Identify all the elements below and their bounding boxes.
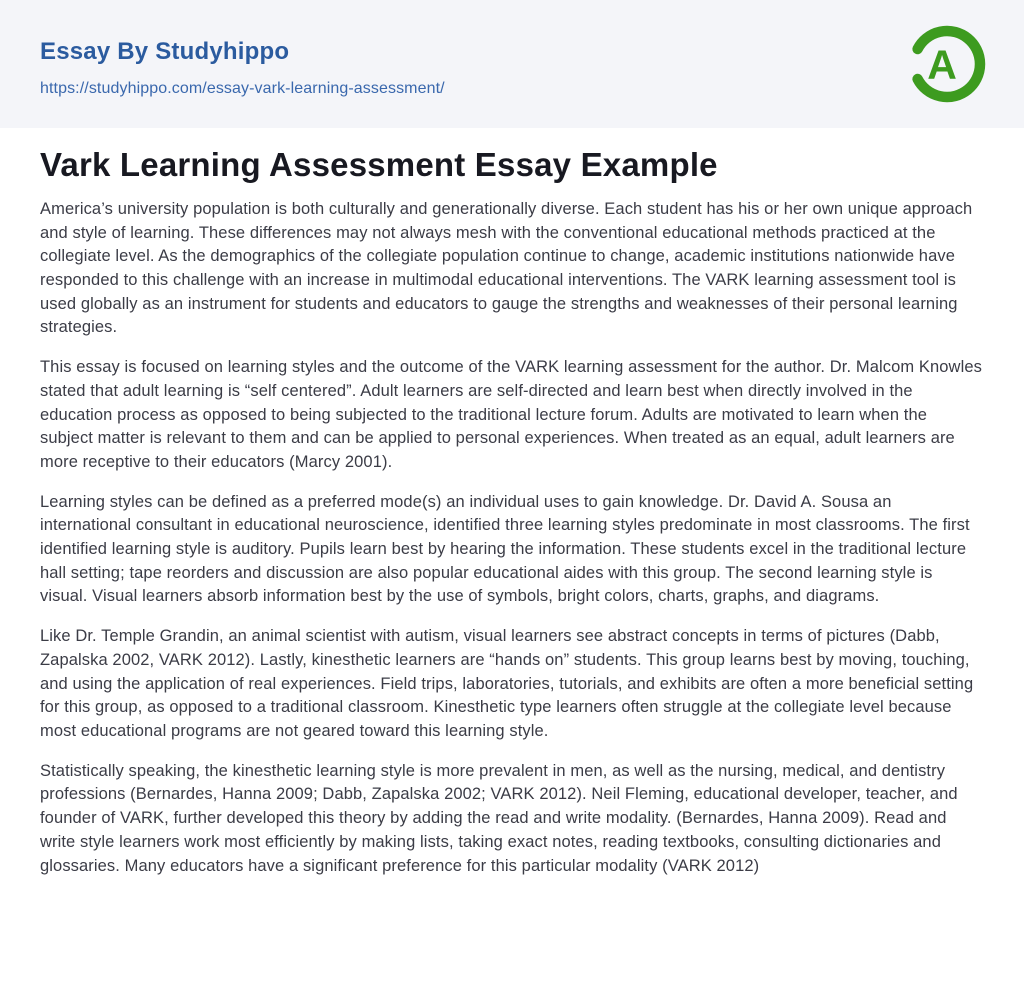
- essay-paragraph: Learning styles can be defined as a preferred mode(s) an individual uses to gain knowledge. Dr. David A. Sousa an international consultant in educational neuroscience, identified three learning styles predominate in most classrooms. The first identified learning style is auditory. Pupils learn best by hearing the information. These students excel in the traditional lecture hall setting; tape reorders and discussion are also popular educational aides with this group. The second learning style is visual. Visual learners absorb information best by the use of symbols, bright colors, charts, graphs, and diagrams.: [40, 492, 970, 606]
- essay-paragraph: Like Dr. Temple Grandin, an animal scientist with autism, visual learners see abstract concepts in terms of pictures (Dabb, Zapalska 2002, VARK 2012). Lastly, kinesthetic learners are “hands on” students. This group learns best by moving, touching, and using the application of real experiences. Field trips, laboratories, tutorials, and exhibits are often a more beneficial setting for this group, as opposed to a traditional classroom. Kinesthetic type learners often struggle at the collegiate level because most educational programs are not geared toward this learning style.: [40, 627, 974, 740]
- essay-paragraph: Statistically speaking, the kinesthetic learning style is more prevalent in men, as well as the nursing, medical, and dentistry professions (Bernardes, Hanna 2009; Dabb, Zapalska 2002; VARK 2012). Neil Fleming, educational developer, teacher, and founder of VARK, further developed this theory by adding the read and write modality. (Bernardes, Hanna 2009). Read and write style learners work most efficiently by making lists, taking exact notes, reading textbooks, consulting dictionaries and glossaries. Many educators have a significant preference for this particular modality (VARK 2012): [40, 761, 958, 875]
- essay-paragraph: This essay is focused on learning styles and the outcome of the VARK learning assessment for the author. Dr. Malcom Knowles stated that adult learning is “self centered”. Adult learners are self-directed and learn best when directly involved in the education process as opposed to being subjected to the traditional lecture forum. Adults are motivated to learn when the subject matter is relevant to them and can be applied to personal experiences. When treated as an equal, adult learners are more receptive to their educators (Marcy 2001).: [40, 358, 982, 471]
- article-body: [40, 198, 984, 878]
- page-title: Vark Learning Assessment Essay Example: [40, 146, 718, 183]
- essay-content: [0, 128, 1024, 878]
- essay-paragraph: America’s university population is both culturally and generationally diverse. Each student has his or her own unique approach and style of learning. These differences may not always mesh with the conventional educational methods practiced at the collegiate level. As the demographics of the collegiate population continue to change, academic institutions nationwide have responded to this challenge with an increase in multimodal educational interventions. The VARK learning assessment tool is used globally as an instrument for students and educators to gauge the strengths and weaknesses of their personal learning strategies.: [40, 199, 973, 337]
- essay-source-link[interactable]: https://studyhippo.com/essay-vark-learning-assessment/: [40, 79, 445, 97]
- site-header: [0, 0, 1024, 128]
- logo-ring-icon: [906, 21, 988, 107]
- site-title: Essay By Studyhippo: [40, 38, 290, 65]
- logo-letter: A: [927, 41, 957, 88]
- studyhippo-logo-icon: [906, 21, 988, 107]
